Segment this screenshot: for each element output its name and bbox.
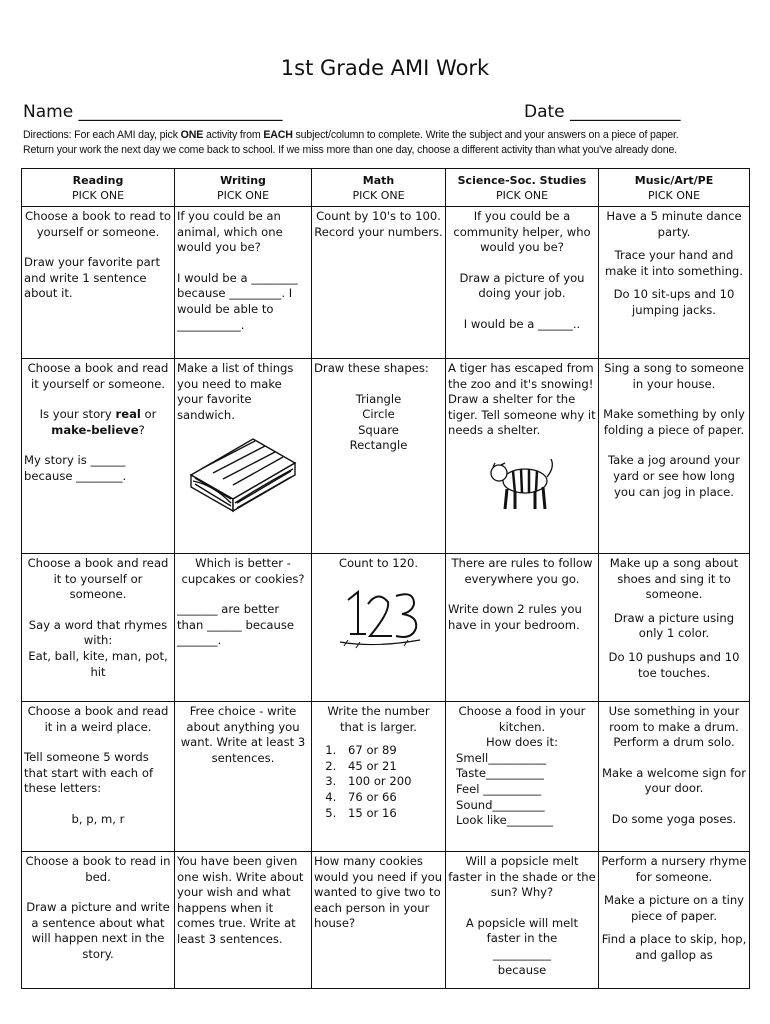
cell-text: Draw a picture and write a sentence about what will happen next in the story. <box>26 900 170 961</box>
directions-one: ONE <box>180 129 204 141</box>
keyword-real: real <box>115 407 141 422</box>
cell-text: Draw your favorite part and write 1 sentence about it. <box>24 255 160 301</box>
column-header-music <box>599 169 750 207</box>
cell-text: Make up a song about shoes and sing it to someone. <box>609 556 739 602</box>
reading-cell <box>22 359 175 554</box>
subject-label: Math <box>362 173 395 187</box>
list-item: Smell__________ <box>456 750 547 765</box>
music-cell <box>599 359 750 554</box>
shape-name: Rectangle <box>349 438 408 453</box>
reading-cell <box>22 852 175 989</box>
cell-text: Draw a picture using only 1 color. <box>613 610 735 641</box>
spacer <box>314 735 443 743</box>
cell-text: __________ <box>493 946 551 961</box>
directions-line-2: Return your work the next day we come back to school. If we miss more than one day, choose a different activity than what you've already done. <box>23 144 677 156</box>
spacer <box>601 240 747 248</box>
science-cell <box>446 207 599 359</box>
activity-grid <box>21 168 750 989</box>
activity-row-5 <box>22 852 750 989</box>
cell-text: Do 10 sit-ups and 10 jumping jacks. <box>613 287 735 317</box>
pick-label: PICK ONE <box>71 188 125 202</box>
cell-text: Make a picture on a tiny piece of paper. <box>603 893 745 923</box>
cell-text: I would be a ______.. <box>463 316 581 331</box>
cell-text <box>24 407 172 438</box>
subject-label: Writing <box>220 173 266 187</box>
list-item: Feel __________ <box>456 781 542 796</box>
list-item: 4. 76 or 66 <box>340 790 443 806</box>
cell-text: Draw these shapes: <box>314 361 429 375</box>
cell-text: Make a list of things you need to make your favorite sandwich. <box>177 361 294 422</box>
writing-cell <box>175 702 312 852</box>
list-item: 2. 45 or 21 <box>340 759 443 775</box>
cell-text: If you could be a community helper, who would you be? <box>453 209 591 255</box>
spacer <box>601 438 747 453</box>
cell-text: Will a popsicle melt faster in the shade or the sun? Why? <box>448 854 596 900</box>
activity-row-3 <box>22 554 750 702</box>
column-header-reading <box>22 169 175 207</box>
spacer <box>601 642 747 650</box>
name-line: Name ________________________ <box>23 102 283 122</box>
pick-label: PICK ONE <box>352 188 405 202</box>
spacer <box>601 279 747 287</box>
cell-text: Write the number that is larger. <box>327 704 430 734</box>
text-fragment: Is your story <box>39 407 116 422</box>
directions-text: Directions: For each AMI day, pick <box>23 129 181 141</box>
math-cell <box>312 359 446 554</box>
cell-text: My story is ______ because ________. <box>24 453 127 483</box>
cell-text: I would be a ________ because _________. I would be able to ___________. <box>177 270 298 332</box>
cell-text: Choose a book to read to yourself or someone. <box>25 209 171 239</box>
writing-cell <box>175 207 312 359</box>
directions-line-1 <box>23 128 753 143</box>
science-cell <box>446 359 599 554</box>
spacer <box>448 587 596 602</box>
music-cell <box>599 554 750 702</box>
cell-text: Say a word that rhymes with: <box>28 617 168 648</box>
science-cell <box>446 702 599 852</box>
math-cell <box>312 852 446 989</box>
spacer <box>24 885 172 900</box>
cell-text: A tiger has escaped from the zoo and it's snowing! Draw a shelter for the tiger. Tell someone why it needs a shelter. <box>448 361 596 438</box>
list-item: Taste__________ <box>456 766 544 781</box>
cell-text: Choose a book and read it in a weird place. <box>27 704 169 734</box>
column-header-math <box>312 169 446 207</box>
spacer <box>601 924 747 932</box>
keyword-make-believe: make-believe <box>51 422 139 437</box>
cell-text: b, p, m, r <box>71 811 125 826</box>
cell-text: because <box>497 962 547 977</box>
senses-list <box>448 751 596 829</box>
column-header-writing <box>175 169 312 207</box>
spacer <box>177 587 309 602</box>
cell-text: Trace your hand and make it into something. <box>605 248 743 278</box>
shape-name: Circle <box>362 407 395 422</box>
cell-text: How many cookies would you need if you wanted to give two to each person in your house? <box>314 854 443 931</box>
directions-each: EACH <box>263 129 293 141</box>
cell-text: Have a 5 minute dance party. <box>606 209 742 239</box>
cell-text: How does it: <box>486 735 558 750</box>
cell-text: You have been given one wish. Write about your wish and what happens when it comes true. Write at least 3 sentences. <box>177 854 304 946</box>
cell-text: Eat, ball, kite, man, pot, hit <box>28 648 168 679</box>
pick-label: PICK ONE <box>647 188 701 202</box>
cell-text: Free choice - write about anything you want. Write at least 3 sentences. <box>180 704 306 765</box>
cell-text: Count to 120. <box>338 556 419 570</box>
spacer <box>24 797 172 812</box>
subject-label: Reading <box>72 173 124 187</box>
math-cell <box>312 554 446 702</box>
list-item: Sound_________ <box>456 797 545 812</box>
cell-text: _______ are better than ______ because _______. <box>177 602 294 648</box>
cell-text: Choose a book and read it yourself or someone. <box>27 361 169 391</box>
cell-text: There are rules to follow everywhere you go. <box>451 556 593 586</box>
cell-text: Count by 10's to 100. Record your numbers. <box>314 209 443 239</box>
list-item: 5. 15 or 16 <box>340 806 443 822</box>
spacer <box>24 735 172 750</box>
spacer <box>601 751 747 766</box>
reading-cell <box>22 207 175 359</box>
spacer <box>24 438 172 453</box>
spacer <box>24 603 172 618</box>
activity-row-4 <box>22 702 750 852</box>
cell-text: A popsicle will melt faster in the <box>465 915 579 946</box>
subject-label: Science-Soc. Studies <box>457 173 587 187</box>
cell-text: Sing a song to someone in your house. <box>604 361 744 391</box>
cell-text: Find a place to skip, hop, and gallop as <box>601 932 747 962</box>
directions-text: subject/column to complete. Write the subject and your answers on a piece of paper. <box>292 129 679 141</box>
reading-cell <box>22 554 175 702</box>
directions <box>23 128 753 158</box>
activity-row-2 <box>22 359 750 554</box>
number-comparison-list <box>314 743 443 821</box>
spacer <box>314 377 443 392</box>
spacer <box>24 392 172 407</box>
music-cell <box>599 207 750 359</box>
tiger-illustration <box>487 453 557 513</box>
music-cell <box>599 852 750 989</box>
cell-text: Which is better - cupcakes or cookies? <box>181 556 305 586</box>
text-fragment: ? <box>138 422 145 437</box>
cell-text: Do some yoga poses. <box>611 811 737 826</box>
spacer <box>177 256 309 271</box>
cell-text: Draw a picture of you doing your job. <box>459 270 585 301</box>
reading-cell <box>22 702 175 852</box>
column-header-science <box>446 169 599 207</box>
math-cell <box>312 207 446 359</box>
cell-text: Tell someone 5 words that start with each of these letters: <box>24 750 154 796</box>
spacer <box>601 885 747 893</box>
writing-cell <box>175 554 312 702</box>
page-title: 1st Grade AMI Work <box>280 56 490 80</box>
cell-text: Perform a nursery rhyme for someone. <box>601 854 747 884</box>
cell-text: Use something in your room to make a drum. Perform a drum solo. <box>608 704 740 750</box>
music-cell <box>599 702 750 852</box>
directions-text: activity from <box>203 129 264 141</box>
pick-label: PICK ONE <box>495 188 549 202</box>
cell-text: Do 10 pushups and 10 toe touches. <box>608 649 740 680</box>
list-item: Look like________ <box>456 813 554 828</box>
shape-name: Triangle <box>355 391 402 406</box>
science-cell <box>446 554 599 702</box>
cell-text: Choose a book and read it to yourself or someone. <box>27 556 169 602</box>
shape-name: Square <box>358 422 399 437</box>
science-cell <box>446 852 599 989</box>
pick-label: PICK ONE <box>216 188 270 202</box>
cell-text: Make something by only folding a piece of paper. <box>603 407 745 437</box>
date-line: Date _____________ <box>524 102 681 122</box>
cell-text: Choose a food in your kitchen. <box>458 704 586 734</box>
spacer <box>601 797 747 812</box>
cell-text: Make a welcome sign for your door. <box>601 765 747 796</box>
spacer <box>601 603 747 611</box>
spacer <box>448 256 596 271</box>
subject-label: Music/Art/PE <box>634 173 714 187</box>
spacer <box>448 302 596 317</box>
writing-cell <box>175 852 312 989</box>
spacer <box>601 392 747 407</box>
cell-text: Choose a book to read in bed. <box>25 854 171 884</box>
header-row <box>22 169 750 207</box>
cell-text: Write down 2 rules you have in your bedroom. <box>448 602 582 632</box>
math-cell <box>312 702 446 852</box>
spacer <box>448 901 596 916</box>
text-fragment: or <box>140 407 157 422</box>
spacer <box>24 240 172 255</box>
cell-text: Take a jog around your yard or see how long you can jog in place. <box>607 453 741 499</box>
list-item: 1. 67 or 89 <box>340 743 443 759</box>
list-item: 3. 100 or 200 <box>340 774 443 790</box>
numbers-123-illustration <box>334 582 424 652</box>
cell-text: If you could be an animal, which one would you be? <box>177 209 283 255</box>
activity-row-1 <box>22 207 750 359</box>
sandwich-illustration <box>183 433 303 518</box>
writing-cell <box>175 359 312 554</box>
